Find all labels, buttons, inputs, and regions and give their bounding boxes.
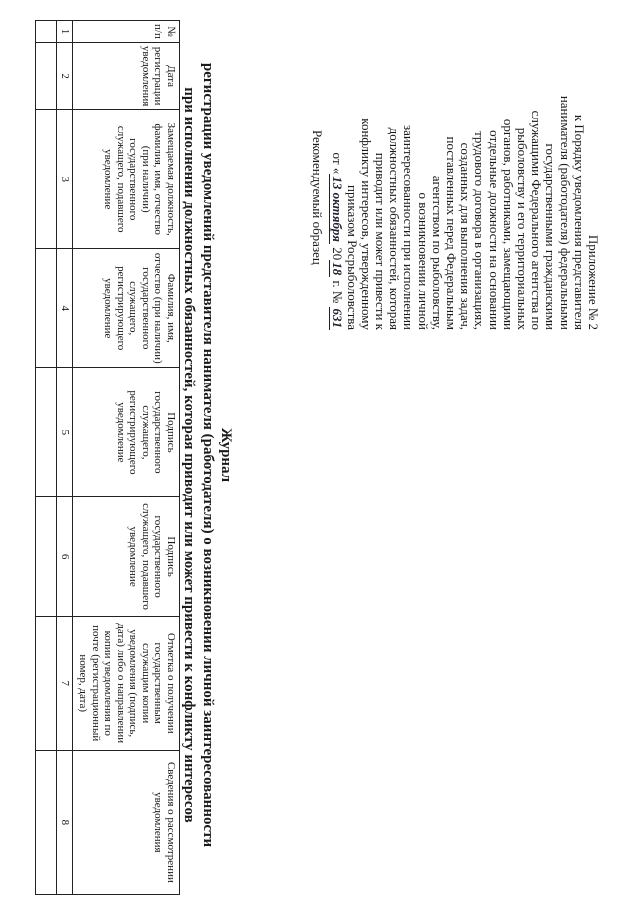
column-header: Замещаемая должность, фамилия, имя, отчество (при наличии) государственного служащего, подавшего уведомление (73, 110, 180, 249)
appendix-line: созданных для выполнения задач, (458, 142, 474, 330)
header-row (73, 21, 180, 895)
appendix-line: к Порядку уведомления представителя (571, 114, 587, 330)
appendix-line: отдельные должности на основании (486, 130, 502, 330)
column-number: 8 (57, 750, 73, 894)
column-number: 6 (57, 497, 73, 616)
empty-cell (36, 616, 57, 750)
column-number: 4 (57, 249, 73, 368)
column-number: 2 (57, 42, 73, 109)
journal-title (175, 15, 235, 895)
column-header: Фамилия, имя, отчество (при наличии) государственного служащего, регистрирующего уведомление (73, 249, 180, 368)
journal-table (36, 20, 181, 895)
column-header: Подпись государственного служащего, регистрирующего уведомление (73, 368, 180, 497)
empty-cell (36, 750, 57, 894)
order-date-line (330, 20, 344, 330)
appendix-line: заинтересованности при исполнении (401, 124, 417, 330)
order-prefix: г. № (330, 277, 346, 307)
column-header: № п/п (73, 21, 180, 43)
appendix-line: служащими Федерального агентства по (529, 110, 545, 330)
column-number: 5 (57, 368, 73, 497)
column-number: 7 (57, 616, 73, 750)
empty-cell (36, 21, 57, 43)
column-header: Сведения о рассмотрении уведомления (73, 750, 180, 894)
appendix-header (330, 20, 600, 330)
journal-title-main: Журнал (218, 427, 234, 483)
empty-cell (36, 249, 57, 368)
appendix-line: трудового договора в организациях, (472, 131, 488, 330)
appendix-line: приказом Росрыболовства (344, 184, 360, 330)
appendix-line: о возникновении личной (415, 192, 431, 330)
column-number: 3 (57, 110, 73, 249)
empty-cell (36, 497, 57, 616)
journal-title-line1: регистрации уведомлений представителя нанимателя (работодателя) о возникновении личной заинтересованности (200, 62, 216, 848)
handwritten-year: 18 (330, 262, 346, 276)
appendix-line: рыболовству и его территориальных (514, 127, 530, 330)
date-middle: 20 (330, 243, 346, 261)
appendix-line: органов, работниками, замещающими (500, 118, 516, 330)
column-number-row (57, 21, 73, 895)
column-number: 1 (57, 21, 73, 43)
column-header: Отметка о получении государственным служащим копии уведомления (подпись, дата) либо о направлении копии уведомления по почте (регистрационный номер, дата) (73, 616, 180, 750)
appendix-line: нанимателя (работодателя) федеральными (557, 95, 573, 330)
date-prefix: от « (330, 152, 346, 175)
journal-title-line2: при исполнении должностных обязанностей, которая приводит или может привести к конфликту интересов (181, 87, 197, 823)
recommended-sample-label: Рекомендуемый образец (310, 130, 325, 265)
column-header: Подпись государственного служащего, подавшего уведомление (73, 497, 180, 616)
empty-cell (36, 368, 57, 497)
column-header: Дата регистрации уведомления (73, 42, 180, 109)
handwritten-order-number: 631 (330, 308, 346, 328)
empty-row (36, 21, 57, 895)
empty-cell (36, 110, 57, 249)
appendix-line: агентством по рыболовству, (429, 175, 445, 330)
appendix-line: государственными гражданскими (543, 143, 559, 330)
handwritten-date: 13 октября (330, 176, 346, 242)
appendix-line: Приложение № 2 (586, 234, 601, 330)
empty-cell (36, 42, 57, 109)
appendix-line: поставленных перед Федеральным (443, 136, 459, 330)
appendix-line: приводит или может привести к (372, 152, 388, 330)
appendix-line: конфликту интересов, утвержденному (358, 118, 374, 330)
appendix-line: должностных обязанностей, которая (387, 127, 403, 330)
